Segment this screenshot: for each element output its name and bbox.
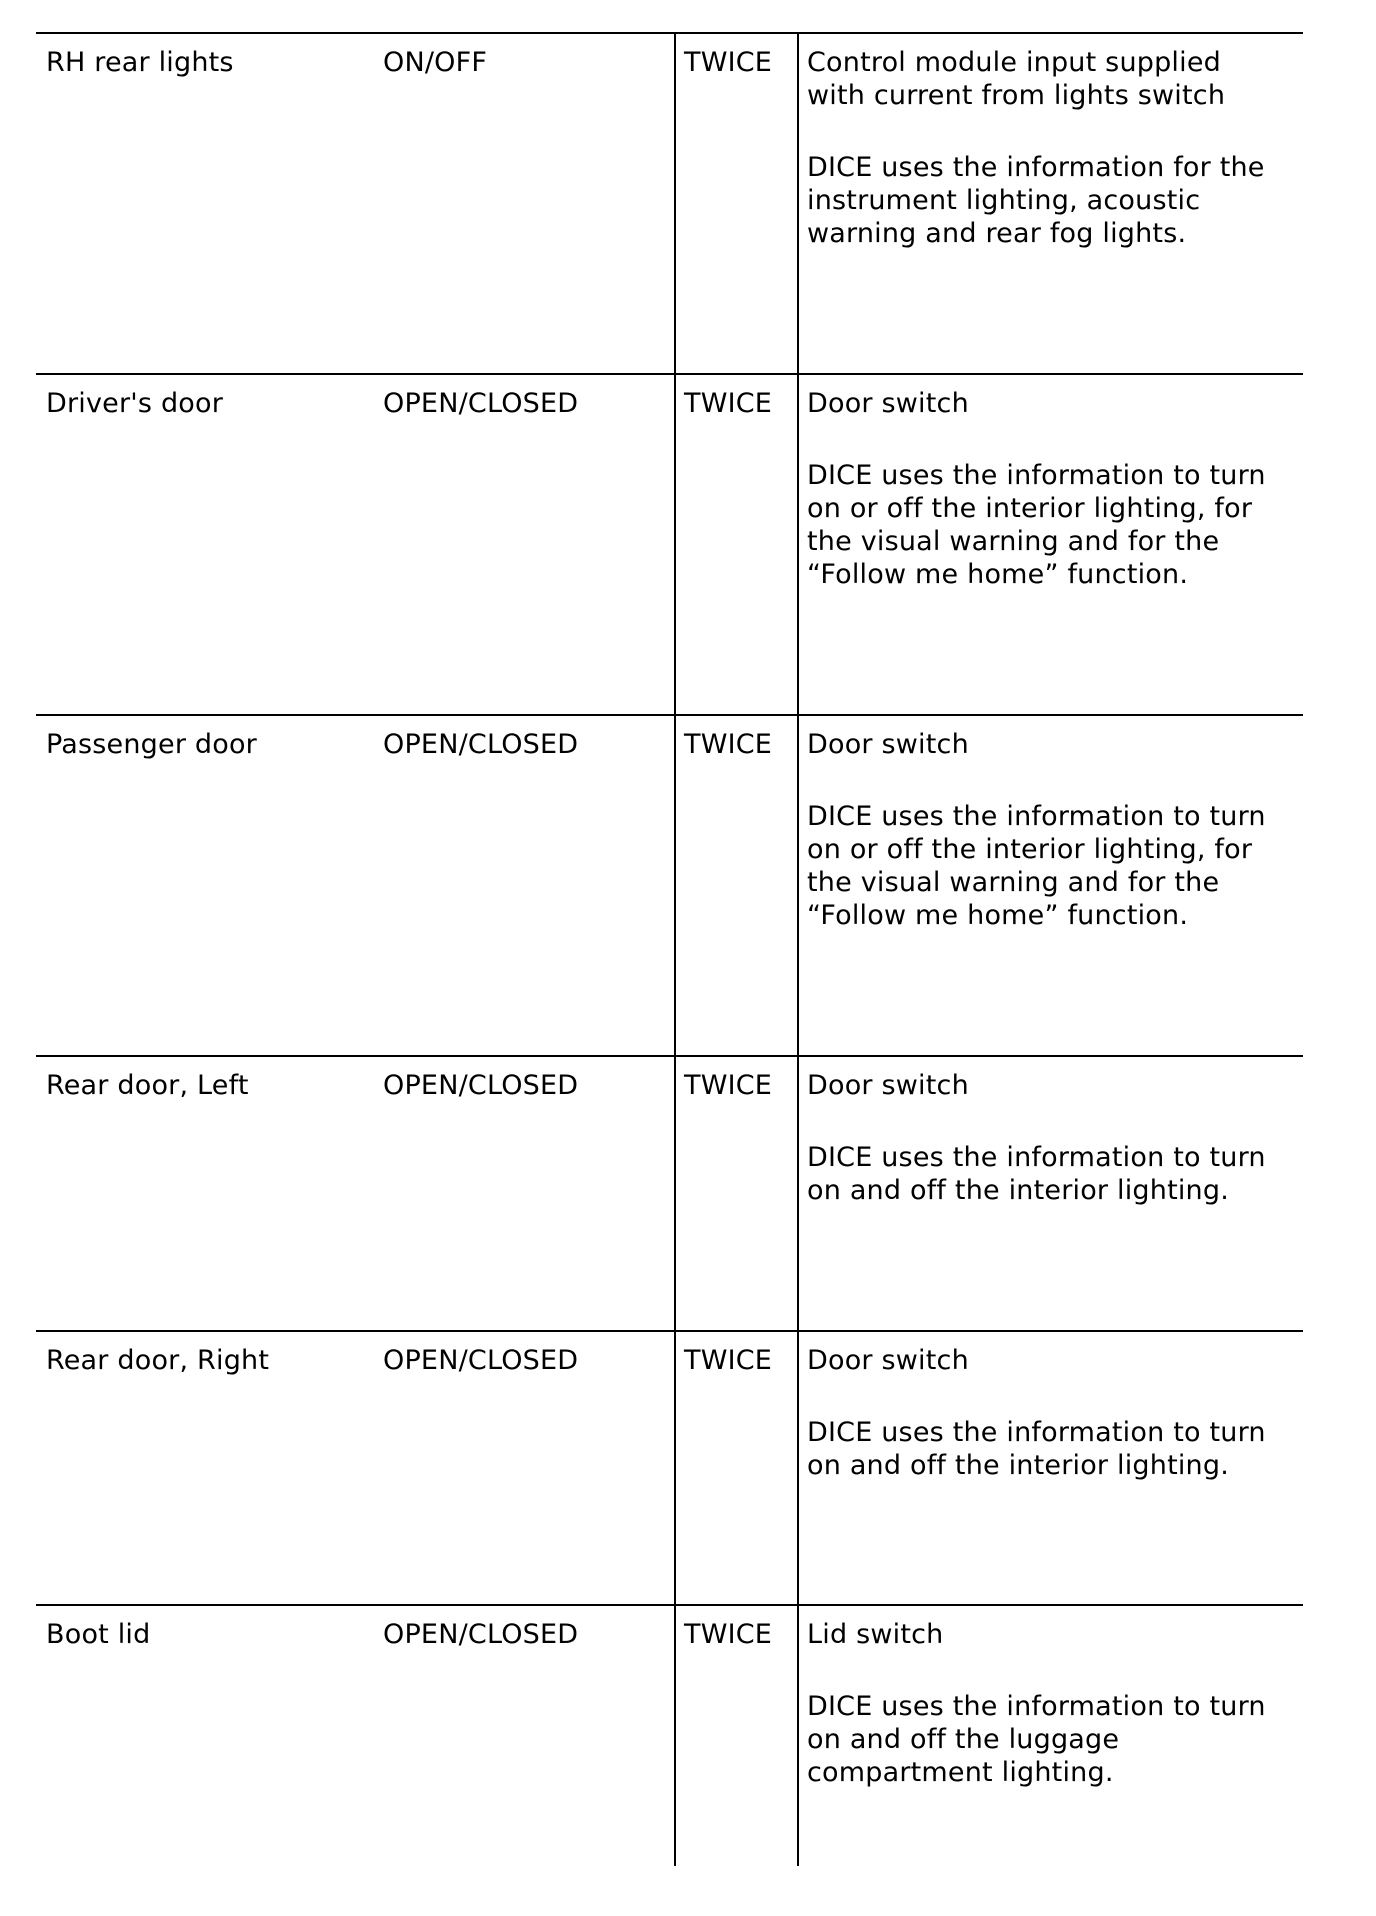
signal-state: ON/OFF xyxy=(383,47,488,78)
signal-description xyxy=(807,387,1297,591)
signal-usage: DICE uses the information to turn on or off the interior lighting, for the visual warning and for the “Follow me home” function. xyxy=(807,460,1266,590)
table-row xyxy=(36,373,1303,716)
signal-name: RH rear lights xyxy=(46,47,234,78)
column-divider xyxy=(674,1057,676,1332)
signal-description xyxy=(807,1618,1297,1789)
column-divider xyxy=(674,34,676,375)
signal-source: Lid switch xyxy=(807,1619,944,1650)
signal-usage: DICE uses the information to turn on or off the interior lighting, for the visual warning and for the “Follow me home” function. xyxy=(807,801,1266,931)
table-row xyxy=(36,32,1303,375)
column-divider xyxy=(674,1332,676,1606)
column-divider xyxy=(674,716,676,1057)
table-row xyxy=(36,1055,1303,1332)
signal-state: OPEN/CLOSED xyxy=(383,1345,579,1376)
column-divider xyxy=(797,1057,799,1332)
signal-state: OPEN/CLOSED xyxy=(383,1619,579,1650)
signal-source: Door switch xyxy=(807,1345,969,1376)
signal-name: Passenger door xyxy=(46,729,257,760)
column-divider xyxy=(674,375,676,716)
signal-source: Door switch xyxy=(807,729,969,760)
signal-frequency: TWICE xyxy=(684,1619,773,1650)
column-divider xyxy=(797,716,799,1057)
signal-description xyxy=(807,1344,1297,1482)
signal-name: Rear door, Right xyxy=(46,1345,270,1376)
signal-usage: DICE uses the information to turn on and off the interior lighting. xyxy=(807,1417,1266,1481)
column-divider xyxy=(797,34,799,375)
signal-description xyxy=(807,1069,1297,1207)
signal-description xyxy=(807,46,1297,250)
column-divider xyxy=(797,375,799,716)
signal-frequency: TWICE xyxy=(684,729,773,760)
signal-frequency: TWICE xyxy=(684,47,773,78)
signal-name: Boot lid xyxy=(46,1619,151,1650)
column-divider xyxy=(674,1606,676,1866)
signal-description xyxy=(807,728,1297,932)
table-row xyxy=(36,714,1303,1057)
table-row xyxy=(36,1604,1303,1866)
signal-name: Rear door, Left xyxy=(46,1070,249,1101)
signal-usage: DICE uses the information to turn on and off the luggage compartment lighting. xyxy=(807,1691,1266,1788)
table-row xyxy=(36,1330,1303,1606)
signal-source: Control module input supplied with current from lights switch xyxy=(807,47,1226,111)
signal-name: Driver's door xyxy=(46,388,224,419)
signal-source: Door switch xyxy=(807,1070,969,1101)
column-divider xyxy=(797,1332,799,1606)
signal-state: OPEN/CLOSED xyxy=(383,1070,579,1101)
signal-frequency: TWICE xyxy=(684,1345,773,1376)
signal-usage: DICE uses the information to turn on and off the interior lighting. xyxy=(807,1142,1266,1206)
signal-source: Door switch xyxy=(807,388,969,419)
signal-state: OPEN/CLOSED xyxy=(383,729,579,760)
signal-frequency: TWICE xyxy=(684,1070,773,1101)
column-divider xyxy=(797,1606,799,1866)
signal-state: OPEN/CLOSED xyxy=(383,388,579,419)
signal-frequency: TWICE xyxy=(684,388,773,419)
signal-usage: DICE uses the information for the instrument lighting, acoustic warning and rear fog lights. xyxy=(807,152,1265,249)
